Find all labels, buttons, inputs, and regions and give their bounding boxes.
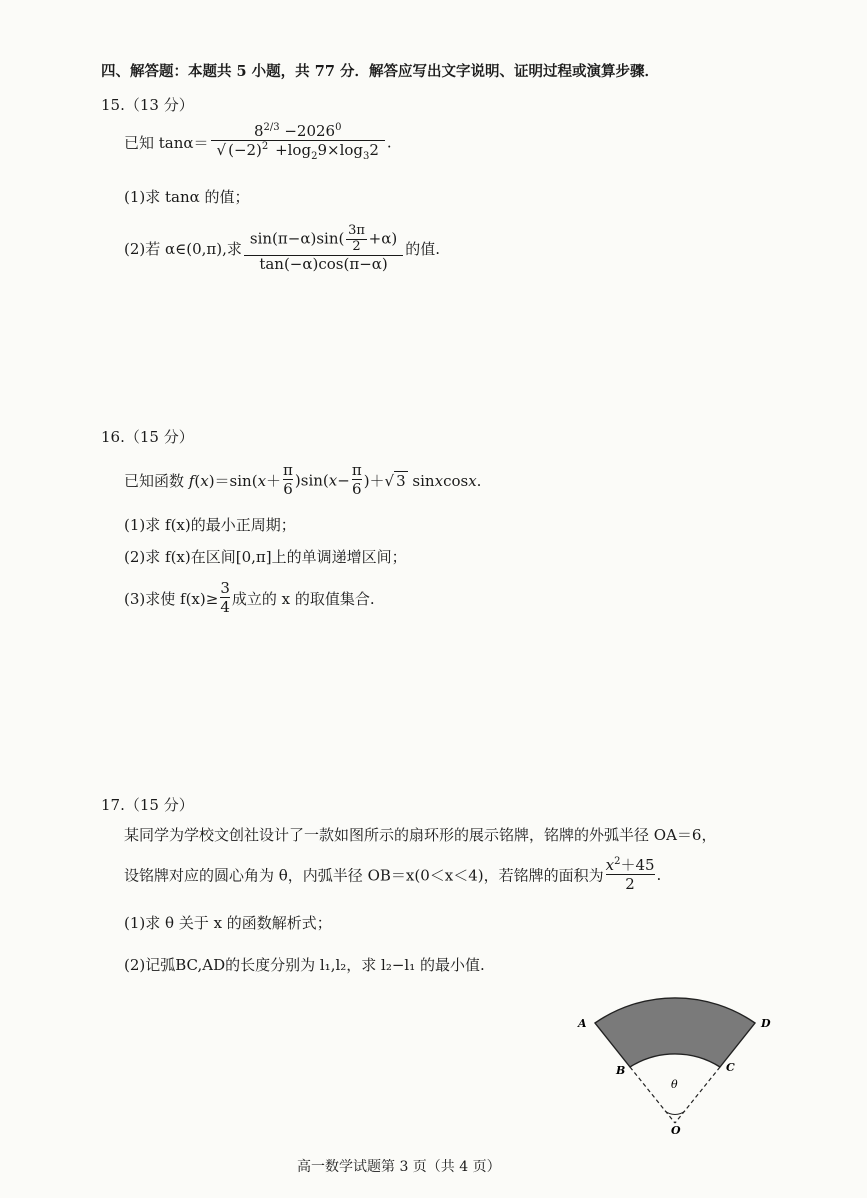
q15-part2 [124, 224, 440, 273]
q17-line2-prefix: 设铭牌对应的圆心角为 θ，内弧半径 OB＝x(0＜x＜4)，若铭牌的面积为 [124, 866, 604, 885]
q15-part2-prefix: (2)若 α∈(0,π),求 [124, 240, 242, 259]
angle-theta-arc [665, 1111, 685, 1115]
label-a: A [578, 1017, 587, 1030]
radius-oc-dashed [675, 1067, 720, 1123]
label-o: O [671, 1124, 681, 1135]
q15-part2-suffix: 的值. [405, 240, 440, 259]
q17-line2: 设铭牌对应的圆心角为 θ，内弧半径 OB＝x(0＜x＜4)，若铭牌的面积为 $\frac{x^2+45}{2}$ . [124, 856, 662, 894]
q17-part2: (2)记弧BC,AD的长度分别为 l₁,l₂，求 l₂−l₁ 的最小值. [124, 956, 485, 974]
q16-part3-suffix: 成立的 x 的取值集合. [231, 589, 375, 608]
q15-number: 15.（13 分） [101, 96, 194, 114]
page-footer: 高一数学试题第 3 页（共 4 页） [297, 1159, 501, 1175]
section-header: 四、解答题：本题共 5 小题，共 77 分．解答应写出文字说明、证明过程或演算步骤． [101, 63, 659, 80]
label-b: B [616, 1064, 626, 1077]
q16-part1: (1)求 f(x)的最小正周期； [124, 516, 296, 534]
q17-line1: 某同学为学校文创社设计了一款如图所示的扇环形的展示铭牌，铭牌的外弧半径 OA＝6， [124, 826, 717, 844]
q16-number: 16.（15 分） [101, 428, 194, 446]
label-theta: θ [671, 1078, 678, 1091]
q16-intro: 已知函数 [124, 471, 185, 490]
q15-part1: (1)求 tanα 的值； [124, 188, 250, 206]
q15-fraction: $\frac{8^{2/3} -2026^0}{√ (-2)^2 +\log_29\times\log_32}$ [211, 122, 385, 163]
label-d: D [761, 1017, 771, 1030]
q15-part2-fraction: sin(π−α)sin( $\frac{3\pi}{2}$ +α) tan(−α)cos(π−α) [244, 224, 403, 273]
annular-sector-shape [595, 998, 755, 1067]
q16-given: 已知函数 f(x)＝sin(x＋ $\frac{\pi}{6}$ )sin(x− $\frac{\pi}{6}$ )＋√ 3 sinxcosx. [124, 461, 482, 499]
q15-given: 已知 tanα＝ $\frac{8^{2/3} -2026^0}{√ (-2)^2 +\log_29\times\log_32}$ . [124, 122, 392, 163]
q17-number: 17.（15 分） [101, 796, 194, 814]
label-c: C [726, 1061, 735, 1074]
q17-part1: (1)求 θ 关于 x 的函数解析式； [124, 914, 332, 932]
q16-part2: (2)求 f(x)在区间[0,π]上的单调递增区间； [124, 548, 407, 566]
q16-part3-prefix: (3)求使 f(x)≥ [124, 589, 219, 608]
q16-part3: (3)求使 f(x)≥ $\frac{3}{4}$ 成立的 x 的取值集合. [124, 579, 375, 617]
radius-ob-dashed [630, 1067, 675, 1123]
annular-sector-figure [570, 985, 790, 1135]
q15-intro: 已知 tanα＝ [124, 133, 209, 152]
